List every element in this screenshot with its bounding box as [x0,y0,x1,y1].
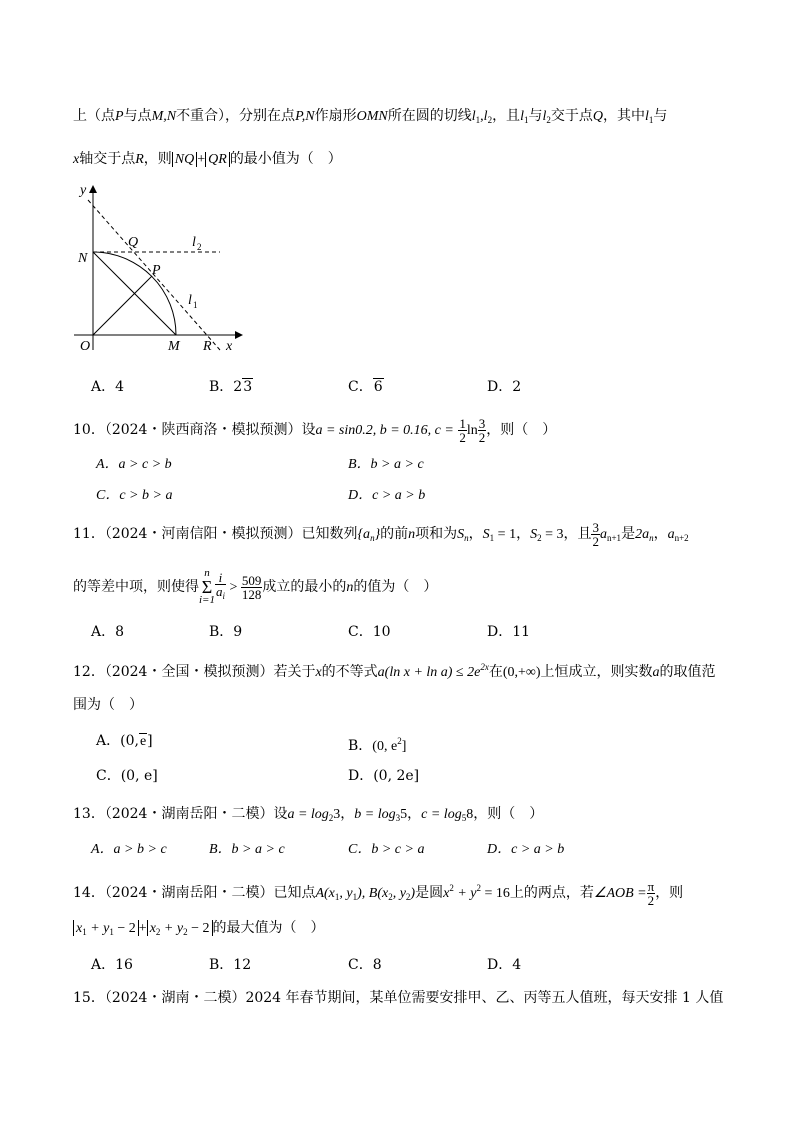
text: 项和为 [415,526,458,542]
superscript: 2x [480,662,489,672]
q13-option-c: C．b > c > a [348,842,425,857]
math: ∠AOB = [593,886,647,901]
denominator: 128 [241,586,262,602]
gt: > [226,580,241,595]
radicand: 3 [243,379,253,395]
math: a [652,665,660,680]
text: 作扇形 [314,108,357,124]
text: 所在圆的切线 [387,108,472,124]
subscript: 1 [648,115,654,125]
subscript: n [370,533,375,543]
label-l2: l [192,235,196,250]
q14-stem-line1: 14．（2024・湖南岳阳・二模）已知点$A(x_1$, $y_1$), $B(x_2$, $y_2$)是圆$x^2 + y^2 = 16$上的两点，若∠AOB = $\frac{\pi}{2}$ ，则 [73,878,684,908]
label-m: M [168,339,180,354]
math: 8 [466,807,474,822]
radicand: 6 [373,379,383,395]
q12-stem-line1 [73,657,716,683]
math: a [599,527,607,542]
q11-stem-line1: 11．（2024・河南信阳・模拟预测）已知数列$\{a_n\}$的前n项和为$S_n$，$S_1 = 1$，$S_2 = 3$，且 $\frac{3}{2}$ $a_{n+1}$是$2a_n$，$a_{n+2}$ [73,519,689,549]
text: 的值为（ ） [353,579,438,595]
segment-op [93,276,152,335]
text: B． [348,738,373,754]
radicand: e [139,734,147,749]
math: 2a [635,527,650,542]
math-l1: l [520,109,524,124]
q9-option-c [348,377,384,397]
text: 上（点 [73,108,115,124]
fraction [241,574,263,601]
label-y: y [80,183,87,198]
numerator: 1 [459,415,466,431]
q11-option-a: A．8 [91,624,125,640]
denominator: a [215,584,223,599]
math-l2: l [483,109,488,124]
numerator: π [647,878,655,894]
q13-option-d: D．c > a > b [487,842,565,857]
math: n [408,527,416,542]
subscript: 2 [537,533,542,543]
label-o: O [80,339,91,354]
math: S [530,527,538,542]
numerator: i [215,571,226,585]
text: 与 [528,108,543,124]
math-l2: l [542,109,547,124]
text: 在 [488,664,503,680]
ln: ln [466,423,478,438]
denominator: 2 [478,429,486,445]
math: + y [86,921,110,936]
text: 的不等式 [321,664,378,680]
text: 不重合），分别在点 [176,108,296,124]
q10-option-d: D．c > a > b [348,488,426,503]
text: C． [348,379,373,395]
text: 上恒成立，则实数 [540,664,653,680]
math: = 16 [480,886,510,901]
math: a = log [287,807,329,822]
math: {a [357,527,371,542]
math: + y [453,886,477,901]
math-x: x [73,152,80,167]
math-p: P [115,109,124,124]
text: 是 [621,526,636,542]
math: , y [339,886,353,901]
math-pn: P,N [295,109,315,124]
math-omn: OMN [356,109,388,124]
subscript: 3 [395,813,401,823]
label-l1-sub: 1 [193,300,198,310]
q9-option-b [209,377,253,397]
text: ，则（ ） [486,422,557,438]
math: − 2 [187,921,210,936]
text: ，其中 [602,108,645,124]
math: ), B(x [357,886,389,901]
superscript: 2 [397,736,402,746]
text: ，且 [563,526,592,542]
text: 与点 [123,108,152,124]
text: 交于点 [550,108,593,124]
question-label: 11．（2024・河南信阳・模拟预测）已知数列 [73,526,358,542]
text: B．2 [209,379,243,395]
math: a [667,527,675,542]
denominator: 2 [592,533,599,549]
numerator: 3 [592,519,599,535]
math: x [315,665,322,680]
summation [199,568,215,606]
q12-option-c: C．(0, e] [96,768,158,784]
label-r: R [203,339,212,354]
math: + y [160,921,184,936]
q13-option-a: A．a > b > c [91,842,167,857]
subscript: i [222,591,225,601]
q15-stem: 15．（2024・湖南・二模）2024 年春节期间，某单位需要安排甲、乙、丙等五人值班，每天安排 1 人值 [73,990,724,1006]
question-label: 14．（2024・湖南岳阳・二模）已知点 [73,885,316,901]
denominator: 2 [647,892,655,908]
label-n: N [78,251,88,266]
q12-option-b [348,731,406,757]
text: 的取值范 [659,664,716,680]
question-label: 12．（2024・全国・模拟预测）若关于 [73,664,316,680]
subscript: 2 [328,813,334,823]
math: A(x [315,886,335,901]
math: (0, e [372,739,398,754]
q10-option-b: B．b > a > c [348,457,424,472]
fraction [647,880,656,907]
subscript: n+2 [674,533,689,543]
x-axis-arrow [235,331,243,339]
math: = 1 [494,527,517,542]
q9-line1: 上（点P与点M,N不重合），分别在点P,N作扇形OMN所在圆的切线$l_1,l_2$，且$l_1$与$l_2$交于点Q，其中$l_1$与 [73,108,668,125]
subscript: n+1 [606,533,622,543]
math: c = log [421,807,462,822]
q11-option-b: B．9 [209,624,243,640]
q14-option-a: A．16 [91,957,133,973]
math: 5 [400,807,408,822]
q9-line2 [73,149,342,170]
text: ，则 [655,885,684,901]
q11-option-c: C．10 [348,624,391,640]
subscript: 1 [523,115,529,125]
q14-option-b: B．12 [209,957,252,973]
math-mn: M,N [151,109,177,124]
plus: + [138,921,147,936]
q10-option-c: C．c > b > a [96,488,173,503]
math: , y [392,886,406,901]
label-x: x [226,339,233,354]
subscript: n [649,533,654,543]
sum-lower: i=1 [199,594,215,606]
text: 轴交于点 [79,151,136,167]
math-l1: l [471,109,476,124]
text: ] [401,739,407,754]
math: n [346,580,354,595]
q14-stem-line2: $x_1 + y_1 - 2 + x_2 + y_2 - 2$ 的最大值为（ ） [73,918,325,942]
subscript: 2 [546,115,551,125]
label-l2-sub: 2 [197,242,202,252]
label-q: Q [128,235,139,250]
subscript: 2 [487,115,493,125]
q10-option-a: A．a > c > b [96,457,172,472]
q12-stem-line2: 围为（ ） [73,697,143,713]
sum-upper: n [204,567,210,579]
text: 与 [653,108,668,124]
text: A．(0, [96,733,139,749]
numerator: 509 [241,572,262,588]
math: 3 [333,807,341,822]
subscript: 5 [461,813,467,823]
math: = 3 [541,527,564,542]
fraction [215,571,226,603]
fraction [591,521,600,548]
text: 的最大值为（ ） [212,920,325,936]
math: } [374,527,381,542]
text: 的最小值为（ ） [229,151,342,167]
fraction [478,417,487,444]
plus: + [197,152,206,167]
geometry-figure [70,180,260,360]
subscript: 1 [475,115,481,125]
math: x [443,886,450,901]
q9-option-a: A．4 [91,379,125,395]
text: 上的两点，若 [509,885,594,901]
q14-option-d: D．4 [487,957,522,973]
y-axis-arrow [89,185,97,193]
math-inequality: a(ln x + ln a) ≤ 2e [377,665,481,680]
math: x [76,921,83,936]
sum-symbol: Σ [201,577,213,597]
subscript: 1 [489,533,495,543]
q12-option-a [96,731,153,752]
text: 成立的最小的 [262,579,347,595]
denominator: 2 [459,429,466,445]
text: 的前 [380,526,409,542]
fraction [458,417,467,444]
text: 的等差中项，则使得 [73,579,199,595]
math-l1: l [644,109,649,124]
abs-qr: QR [205,152,230,167]
q13-stem: 13．（2024・湖南岳阳・二模）设$a = \log_23$，$b = \log_35$，$c = \log_58$，则（ ） [73,806,544,823]
q13-option-b: B．b > a > c [209,842,285,857]
label-l1: l [188,293,192,308]
q10-stem [73,416,556,445]
math: b = log [354,807,396,822]
question-label: 10．（2024・陕西商洛・模拟预测）设 [73,422,316,438]
q12-option-d: D．(0, 2e] [348,768,420,784]
text: 是圆 [415,885,444,901]
q14-option-c: C．8 [348,957,382,973]
math-domain: (0,+∞) [502,665,541,680]
math: S [482,527,490,542]
text: ] [147,733,153,749]
q9-option-d: D．2 [487,379,522,395]
math-r: R [135,152,144,167]
math-q: Q [592,109,603,124]
q11-option-d: D．11 [487,624,531,640]
text: ，则 [143,151,172,167]
abs-nq: NQ [172,152,197,167]
text: ，则（ ） [473,806,544,822]
math: x [149,921,156,936]
text: ，且 [492,108,521,124]
question-label: 13．（2024・湖南岳阳・二模）设 [73,806,288,822]
math: ) [410,886,416,901]
math: − 2 [113,921,136,936]
math-expr: a = sin0.2, b = 0.16, c = [315,423,454,438]
label-p: P [152,263,161,278]
q11-stem-line2 [73,568,437,606]
math: S [457,527,465,542]
subscript: n [464,533,469,543]
numerator: 3 [478,415,486,431]
